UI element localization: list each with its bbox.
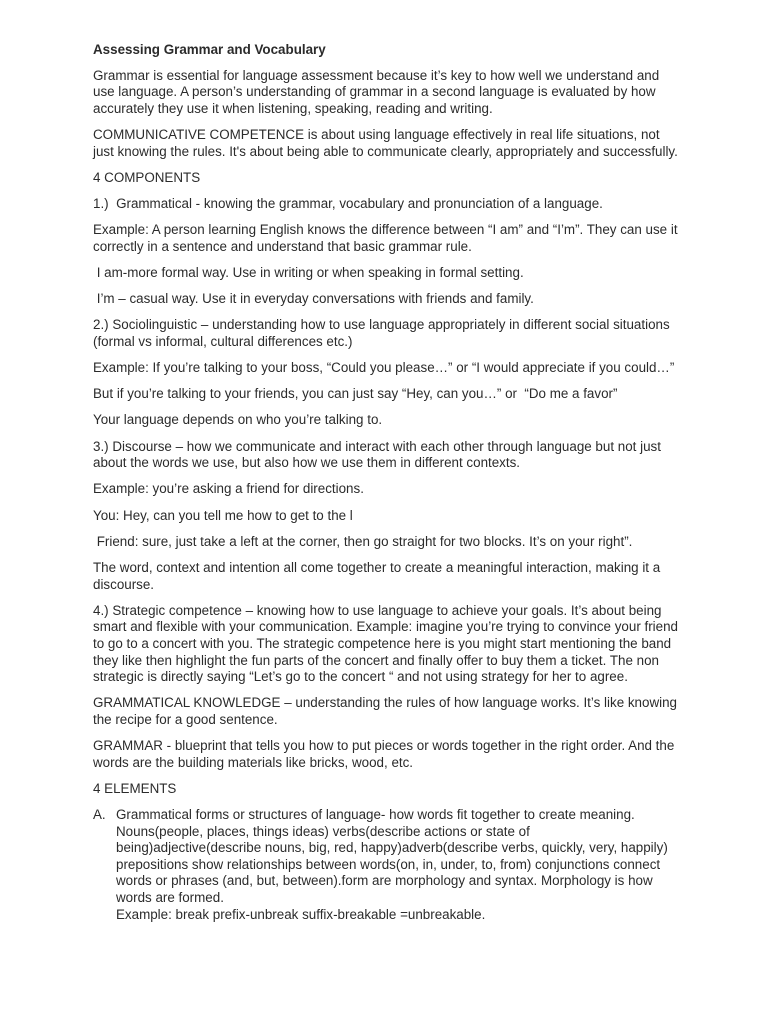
elements-list	[93, 807, 678, 923]
heading-4-elements: 4 ELEMENTS	[93, 780, 177, 796]
list-item-example: Example: break prefix-unbreak suffix-breakable =unbreakable.	[116, 906, 486, 922]
document-page	[93, 42, 682, 923]
paragraph-dialog-you: You: Hey, can you tell me how to get to the l	[93, 507, 353, 523]
paragraph-example-friends: But if you’re talking to your friends, you can just say “Hey, can you…” or “Do me a favor”	[93, 386, 618, 402]
paragraph-im-casual: I’m – casual way. Use it in everyday conversations with friends and family.	[93, 291, 534, 307]
paragraph-component-strategic: 4.) Strategic competence – knowing how to use language to achieve your goals. It’s about being smart and flexible with your communication. Example: imagine you’re trying to convince your friend to go to a concert with you. The strategic competence here is you might start mentioning the band they like then highlight the fun parts of the concert and finally offer to buy them a ticket. The non strategic is directly saying “Let’s go to the concert “ and not using strategy for her to agree.	[93, 602, 682, 685]
list-item-text: Grammatical forms or structures of language- how words fit together to create meaning. Nouns(people, places, things ideas) verbs(describe actions or state of being)adjective(describe nouns, big, red, happy)adverb(describe verbs, quickly, very, happily) prepositions show relationships between words(on, in, under, to, from) conjunctions connect words or phrases (and, but, between).form are morphology and syntax. Morphology is how words are formed.	[116, 807, 668, 906]
paragraph-component-sociolinguistic: 2.) Sociolinguistic – understanding how to use language appropriately in different social situations (formal vs informal, cultural differences etc.)	[93, 317, 674, 349]
paragraph-example-boss: Example: If you’re talking to your boss, “Could you please…” or “I would appreciate if you could…”	[93, 360, 675, 376]
paragraph-component-grammatical: 1.) Grammatical - knowing the grammar, vocabulary and pronunciation of a language.	[93, 195, 603, 211]
paragraph-communicative-competence: COMMUNICATIVE COMPETENCE is about using language effectively in real life situations, not just knowing the rules. It's about being able to communicate clearly, appropriately and successfully.	[93, 126, 678, 159]
document-title: Assessing Grammar and Vocabulary	[93, 42, 326, 57]
list-item-body	[116, 807, 678, 923]
paragraph-grammatical-knowledge: GRAMMATICAL KNOWLEDGE – understanding the rules of how language works. It’s like knowing the recipe for a good sentence.	[93, 695, 681, 727]
paragraph-example-i-am: Example: A person learning English knows the difference between “I am” and “I’m”. They can use it correctly in a sentence and understand that basic grammar rule.	[93, 222, 682, 254]
heading-4-components: 4 COMPONENTS	[93, 169, 201, 185]
paragraph-example-directions: Example: you’re asking a friend for directions.	[93, 481, 364, 497]
paragraph-discourse-summary: The word, context and intention all come together to create a meaningful interaction, making it a discourse.	[93, 559, 664, 592]
paragraph-component-discourse: 3.) Discourse – how we communicate and interact with each other through language but not just about the words we use, but also how we use them in different contexts.	[93, 438, 665, 471]
paragraph-language-depends: Your language depends on who you’re talking to.	[93, 412, 383, 428]
paragraph-dialog-friend: Friend: sure, just take a left at the corner, then go straight for two blocks. It’s on your right”.	[93, 533, 633, 549]
paragraph-i-am-formal: I am-more formal way. Use in writing or when speaking in formal setting.	[93, 264, 524, 280]
paragraph-grammar-blueprint: GRAMMAR - blueprint that tells you how to put pieces or words together in the right order. And the words are the building materials like bricks, wood, etc.	[93, 738, 679, 770]
list-item	[93, 807, 678, 923]
list-marker: A.	[93, 807, 106, 823]
paragraph-grammar-intro: Grammar is essential for language assessment because it’s key to how well we understand and use language. A person’s understanding of grammar in a second language is evaluated by how accurately they use it when listening, speaking, reading and writing.	[93, 67, 663, 116]
